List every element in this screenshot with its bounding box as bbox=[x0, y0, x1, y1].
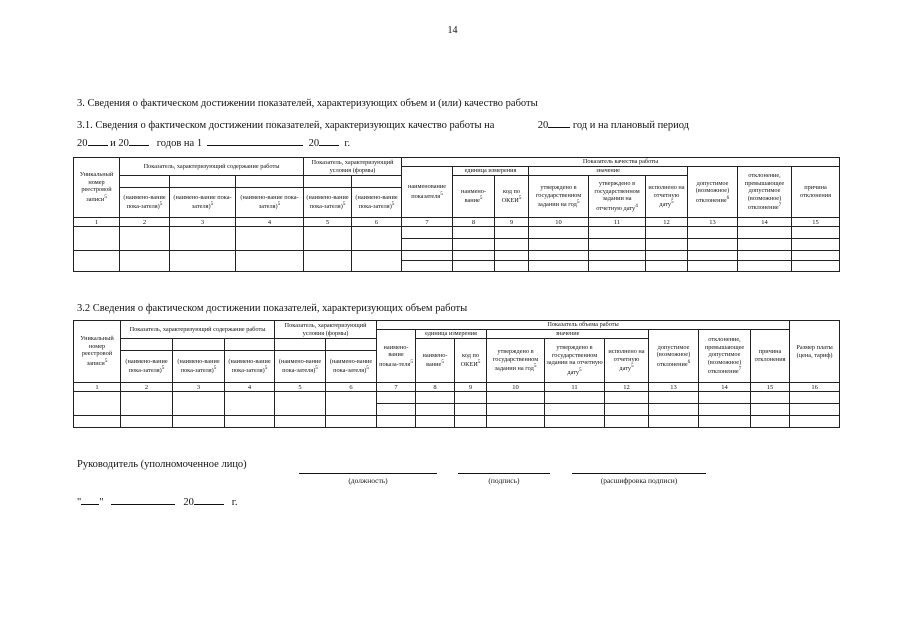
t1-cell[interactable] bbox=[170, 227, 236, 251]
t1-num: 8 bbox=[453, 218, 495, 227]
s31-years-on: годов на 1 bbox=[156, 138, 203, 149]
t2-cell[interactable] bbox=[416, 392, 455, 404]
t2-num: 8 bbox=[416, 383, 455, 392]
page-number: 14 bbox=[447, 25, 458, 36]
t2-num: 4 bbox=[225, 383, 275, 392]
t2-cell[interactable] bbox=[377, 392, 416, 404]
t1-num: 11 bbox=[589, 218, 646, 227]
day-blank[interactable] bbox=[81, 494, 99, 505]
t1-sub1: (наимено-вание пока-зателя)$^5$ bbox=[120, 188, 170, 218]
position-caption: (должность) bbox=[348, 476, 388, 485]
t1-num: 12 bbox=[646, 218, 688, 227]
section-3-1-line1 bbox=[77, 117, 689, 131]
t1-quality-header: Показатель качества работы bbox=[402, 158, 840, 167]
t1-cell[interactable] bbox=[738, 227, 792, 239]
t1-okei: код по ОКЕИ$^5$ bbox=[495, 176, 529, 218]
t1-sub-line bbox=[170, 176, 236, 188]
t1-conditions-header: Показатель, характеризующий условия (формы) bbox=[304, 158, 402, 176]
t2-cell[interactable] bbox=[121, 392, 173, 416]
t1-cell[interactable] bbox=[646, 239, 688, 251]
t1-sub5: (наимено-вание пока-зателя)$^5$ bbox=[352, 188, 402, 218]
t1-cell[interactable] bbox=[738, 261, 792, 272]
t1-done: исполнено на отчетную дату$^5$ bbox=[646, 176, 688, 218]
t1-sub2: (наимено-вание пока-зателя)$^5$ bbox=[170, 188, 236, 218]
t1-approved: утверждено в государственном задании на год$^5$ bbox=[529, 176, 589, 218]
date-line bbox=[77, 494, 237, 508]
t2-cell[interactable] bbox=[699, 404, 751, 416]
t1-cell[interactable] bbox=[529, 251, 589, 261]
t2-num: 1 bbox=[74, 383, 121, 392]
t2-cell[interactable] bbox=[751, 404, 790, 416]
decode-line[interactable] bbox=[572, 473, 706, 474]
t2-sub-line bbox=[275, 339, 326, 351]
t1-cell[interactable] bbox=[453, 227, 495, 239]
t1-num: 3 bbox=[170, 218, 236, 227]
t2-approved: утверждено в государственном задании на год$^5$ bbox=[487, 339, 545, 383]
t2-num: 13 bbox=[649, 383, 699, 392]
t1-approved-date: утверждено в государственном задании на отчетную дату$^4$ bbox=[589, 176, 646, 218]
t1-allowed: допустимое (возможное) отклонение$^6$ bbox=[688, 167, 738, 218]
t2-cell[interactable] bbox=[605, 416, 649, 428]
t2-volume-header: Показатель объема работы bbox=[377, 321, 790, 330]
t1-cell[interactable] bbox=[792, 227, 840, 239]
year3-blank[interactable] bbox=[319, 135, 339, 146]
t1-sub-line bbox=[236, 176, 304, 188]
t1-num: 1 bbox=[74, 218, 120, 227]
t1-content-header: Показатель, характеризующий содержание работы bbox=[120, 158, 304, 176]
year-prefix: 20 bbox=[183, 497, 194, 508]
quote-close: " bbox=[99, 497, 104, 508]
quality-table bbox=[73, 157, 840, 272]
t1-cell[interactable] bbox=[688, 261, 738, 272]
s31-and: и 20 bbox=[110, 138, 129, 149]
t2-approved-date: утверждено в государственном задании на отчетную дату$^5$ bbox=[545, 339, 605, 383]
t1-cell[interactable] bbox=[170, 251, 236, 272]
t1-cell[interactable] bbox=[74, 251, 120, 272]
t1-cell[interactable] bbox=[236, 251, 304, 272]
t2-num: 10 bbox=[487, 383, 545, 392]
t2-cell[interactable] bbox=[416, 416, 455, 428]
t2-cell[interactable] bbox=[74, 416, 121, 428]
t1-num: 7 bbox=[402, 218, 453, 227]
t2-cell[interactable] bbox=[699, 416, 751, 428]
t1-cell[interactable] bbox=[453, 261, 495, 272]
t2-cell[interactable] bbox=[605, 404, 649, 416]
t1-cell[interactable] bbox=[120, 251, 170, 272]
t1-cell[interactable] bbox=[792, 239, 840, 251]
t2-cell[interactable] bbox=[74, 392, 121, 416]
t2-cell[interactable] bbox=[790, 404, 840, 416]
t2-cell[interactable] bbox=[751, 416, 790, 428]
t1-cell[interactable] bbox=[402, 239, 453, 251]
head-label: Руководитель (уполномоченное лицо) bbox=[77, 459, 247, 470]
year-blank-2[interactable] bbox=[194, 494, 224, 505]
t2-sub-line bbox=[326, 339, 377, 351]
t2-cell[interactable] bbox=[790, 416, 840, 428]
t2-num: 2 bbox=[121, 383, 173, 392]
t2-num: 16 bbox=[790, 383, 840, 392]
t2-cell[interactable] bbox=[605, 392, 649, 404]
t2-cell[interactable] bbox=[275, 392, 326, 416]
t1-cell[interactable] bbox=[304, 227, 352, 251]
s31-year-20: 20 bbox=[537, 120, 549, 131]
t2-cell[interactable] bbox=[225, 392, 275, 416]
t2-unique-header: Уникальный номер реестровой записи$^5$ bbox=[74, 321, 121, 383]
t1-unit-header: единица измерения bbox=[453, 167, 529, 176]
t1-cell[interactable] bbox=[352, 251, 402, 272]
t2-cell[interactable] bbox=[173, 392, 225, 416]
section-3-title: 3. Сведения о фактическом достижении показателей, характеризующих объем и (или) качество работы bbox=[77, 98, 538, 109]
s31-year1: 20 bbox=[77, 138, 88, 149]
t1-cell[interactable] bbox=[402, 261, 453, 272]
t1-cell[interactable] bbox=[646, 261, 688, 272]
t1-sub-line bbox=[352, 176, 402, 188]
t2-fee: Размер платы (цена, тариф) bbox=[790, 321, 840, 383]
s31-g: г. bbox=[344, 138, 351, 149]
month-blank[interactable] bbox=[111, 494, 175, 505]
t2-cell[interactable] bbox=[487, 404, 545, 416]
t1-cell[interactable] bbox=[688, 239, 738, 251]
t1-name-ind: наименование показателя$^5$ bbox=[402, 167, 453, 218]
t2-num: 12 bbox=[605, 383, 649, 392]
t1-cell[interactable] bbox=[453, 239, 495, 251]
t2-allowed: допустимое (возможное) отклонение$^6$ bbox=[649, 330, 699, 383]
t1-num: 14 bbox=[738, 218, 792, 227]
t1-cell[interactable] bbox=[529, 227, 589, 239]
t1-cell[interactable] bbox=[529, 261, 589, 272]
t2-num: 6 bbox=[326, 383, 377, 392]
t2-num: 14 bbox=[699, 383, 751, 392]
t2-cell[interactable] bbox=[545, 392, 605, 404]
t2-cell[interactable] bbox=[487, 392, 545, 404]
t1-sub-line bbox=[120, 176, 170, 188]
t1-num: 10 bbox=[529, 218, 589, 227]
t2-content-header: Показатель, характеризующий содержание работы bbox=[121, 321, 275, 339]
t1-value-header: значение bbox=[529, 167, 688, 176]
t1-sub3: (наимено-вание пока-зателя)$^5$ bbox=[236, 188, 304, 218]
t2-done: исполнено на отчетную дату$^5$ bbox=[605, 339, 649, 383]
t1-cell[interactable] bbox=[495, 239, 529, 251]
t2-unit-name: наимено-вание$^5$ bbox=[416, 339, 455, 383]
t2-sub2: (наимено-вание пока-зателя)$^5$ bbox=[173, 351, 225, 383]
t2-cell[interactable] bbox=[326, 392, 377, 416]
t1-cell[interactable] bbox=[589, 251, 646, 261]
t1-num: 2 bbox=[120, 218, 170, 227]
t2-num: 7 bbox=[377, 383, 416, 392]
t2-cell[interactable] bbox=[487, 416, 545, 428]
t1-cell[interactable] bbox=[792, 251, 840, 261]
t2-unit-header: единица измерения bbox=[416, 330, 487, 339]
sign-line[interactable] bbox=[458, 473, 550, 474]
t2-cell[interactable] bbox=[790, 392, 840, 404]
t2-cell[interactable] bbox=[455, 404, 487, 416]
t2-cell[interactable] bbox=[649, 392, 699, 404]
s31-year3: 20 bbox=[308, 138, 320, 149]
t2-cell[interactable] bbox=[377, 404, 416, 416]
t1-sub4: (наимено-вание пока-зателя)$^5$ bbox=[304, 188, 352, 218]
t2-exceed: отклонение, превышающее допустимое (возможное) отклонение$^7$ bbox=[699, 330, 751, 383]
quote-open: " bbox=[77, 497, 82, 508]
t2-num: 3 bbox=[173, 383, 225, 392]
t2-cell[interactable] bbox=[455, 416, 487, 428]
year2-blank[interactable] bbox=[129, 135, 149, 146]
t2-cell[interactable] bbox=[416, 404, 455, 416]
t1-cell[interactable] bbox=[236, 227, 304, 251]
year-blank[interactable] bbox=[548, 117, 570, 128]
year1-blank[interactable] bbox=[88, 135, 108, 146]
t1-cell[interactable] bbox=[495, 227, 529, 239]
volume-table bbox=[73, 320, 840, 428]
t2-sub5: (наимено-вание пока-зателя)$^5$ bbox=[326, 351, 377, 383]
t2-cell[interactable] bbox=[545, 416, 605, 428]
t2-num: 11 bbox=[545, 383, 605, 392]
t2-cell[interactable] bbox=[225, 416, 275, 428]
t2-conditions-header: Показатель, характеризующий условия (формы) bbox=[275, 321, 377, 339]
t1-num: 9 bbox=[495, 218, 529, 227]
year-g: г. bbox=[231, 497, 238, 508]
t1-cell[interactable] bbox=[352, 227, 402, 251]
t2-okei: код по ОКЕИ$^5$ bbox=[455, 339, 487, 383]
t2-num: 15 bbox=[751, 383, 790, 392]
t2-sub3: (наимено-вание пока-зателя)$^5$ bbox=[225, 351, 275, 383]
t2-cell[interactable] bbox=[377, 416, 416, 428]
t2-value-header: значение bbox=[487, 330, 649, 339]
t1-cell[interactable] bbox=[646, 251, 688, 261]
t2-name-ind: наимено-вание показа-теля$^5$ bbox=[377, 330, 416, 383]
s31-text-c: год и на плановый период bbox=[572, 120, 690, 131]
t1-reason: причина отклонения bbox=[792, 167, 840, 218]
t2-cell[interactable] bbox=[649, 416, 699, 428]
t2-num: 5 bbox=[275, 383, 326, 392]
sign-caption: (подпись) bbox=[488, 476, 520, 485]
t1-cell[interactable] bbox=[453, 251, 495, 261]
t1-cell[interactable] bbox=[688, 227, 738, 239]
t1-cell[interactable] bbox=[688, 251, 738, 261]
t1-cell[interactable] bbox=[304, 251, 352, 272]
t2-num: 9 bbox=[455, 383, 487, 392]
t1-cell[interactable] bbox=[589, 261, 646, 272]
t2-sub-line bbox=[173, 339, 225, 351]
date-blank[interactable] bbox=[207, 135, 303, 146]
t2-cell[interactable] bbox=[649, 404, 699, 416]
section-3-1-line2 bbox=[77, 135, 350, 149]
t1-cell[interactable] bbox=[402, 227, 453, 239]
t2-reason: причина отклонения bbox=[751, 330, 790, 383]
t2-sub1: (наимено-вание пока-зателя)$^5$ bbox=[121, 351, 173, 383]
t2-sub-line bbox=[225, 339, 275, 351]
position-line[interactable] bbox=[299, 473, 437, 474]
decode-caption: (расшифровка подписи) bbox=[600, 476, 678, 485]
t2-cell[interactable] bbox=[699, 392, 751, 404]
t2-cell[interactable] bbox=[326, 416, 377, 428]
t1-num: 13 bbox=[688, 218, 738, 227]
t2-cell[interactable] bbox=[121, 416, 173, 428]
t2-cell[interactable] bbox=[173, 416, 225, 428]
t1-num: 4 bbox=[236, 218, 304, 227]
t1-cell[interactable] bbox=[738, 239, 792, 251]
t1-cell[interactable] bbox=[402, 251, 453, 261]
t1-cell[interactable] bbox=[529, 239, 589, 251]
t1-cell[interactable] bbox=[120, 227, 170, 251]
t1-unique-header: Уникальный номер реестровой записи$^5$ bbox=[74, 158, 120, 218]
section-3-2-title: 3.2 Сведения о фактическом достижении показателей, характеризующих объем работы bbox=[77, 303, 468, 314]
t2-cell[interactable] bbox=[751, 392, 790, 404]
t1-cell[interactable] bbox=[495, 251, 529, 261]
t1-cell[interactable] bbox=[738, 251, 792, 261]
t1-cell[interactable] bbox=[646, 227, 688, 239]
s31-text-a: 3.1. Сведения о фактическом достижении показателей, характеризующих качество работы на bbox=[77, 120, 495, 131]
t2-sub-line bbox=[121, 339, 173, 351]
t1-cell[interactable] bbox=[74, 227, 120, 251]
t2-sub4: (наимено-вание пока-зателя)$^5$ bbox=[275, 351, 326, 383]
t1-num: 15 bbox=[792, 218, 840, 227]
t1-num: 5 bbox=[304, 218, 352, 227]
t2-cell[interactable] bbox=[545, 404, 605, 416]
t1-cell[interactable] bbox=[589, 239, 646, 251]
t1-unit-name: наимено-вание$^5$ bbox=[453, 176, 495, 218]
t1-sub-line bbox=[304, 176, 352, 188]
t2-cell[interactable] bbox=[455, 392, 487, 404]
t1-cell[interactable] bbox=[792, 261, 840, 272]
t2-cell[interactable] bbox=[275, 416, 326, 428]
t1-cell[interactable] bbox=[589, 227, 646, 239]
t1-cell[interactable] bbox=[495, 261, 529, 272]
t1-exceed: отклонение, превышающее допустимое (возможное) отклонение$^7$ bbox=[738, 167, 792, 218]
t1-num: 6 bbox=[352, 218, 402, 227]
